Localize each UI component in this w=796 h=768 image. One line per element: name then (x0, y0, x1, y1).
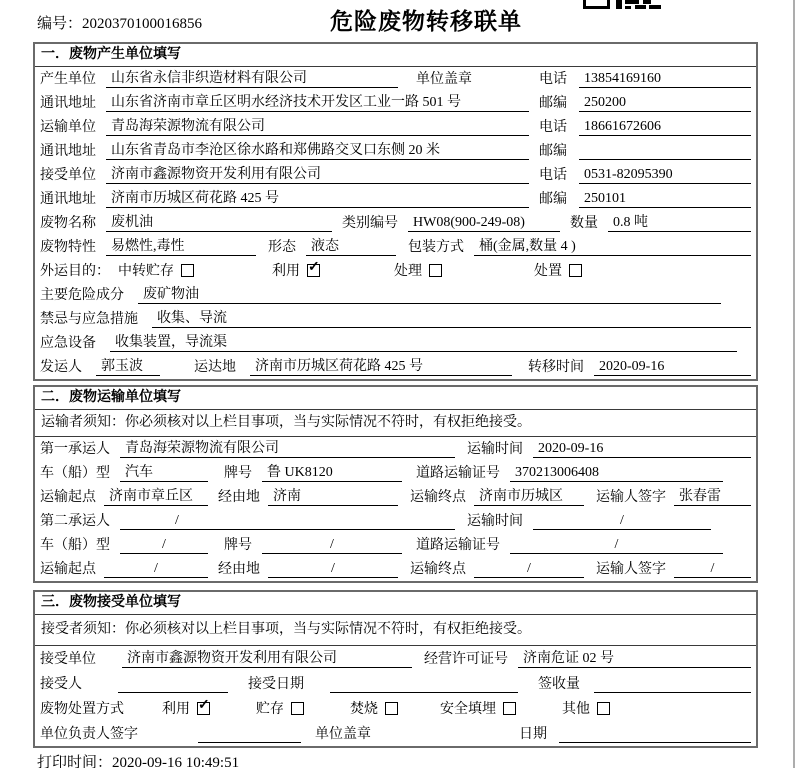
carrier2-time-field: / (533, 513, 711, 530)
doc-number (37, 12, 202, 33)
checkbox-icon (385, 702, 398, 715)
category-label: 类别编号 (342, 216, 398, 231)
plate2-field: / (262, 537, 402, 554)
receiving-unit-field: 济南市鑫源物资开发利用有限公司 (122, 647, 412, 668)
terminus-label: 运输终点 (410, 490, 466, 505)
disposal-method-row (35, 696, 756, 721)
route2-row (35, 557, 756, 581)
page-title: 危险废物转移联单 (330, 9, 522, 34)
checkbox-icon (307, 264, 320, 277)
form-label: 形态 (268, 240, 296, 255)
disposal-option-utilize (162, 698, 210, 718)
receiver-phone-field: 0531-82095390 (579, 167, 751, 184)
license-label: 经营许可证号 (424, 652, 508, 667)
purpose-option-utilize (272, 260, 320, 280)
packing-field: 桶(金属,数量 4 ) (474, 235, 751, 256)
plate-label: 牌号 (224, 466, 252, 481)
section1-title: 一．废物产生单位填写 (35, 44, 756, 67)
character-label: 废物特性 (40, 240, 96, 255)
transfer-time-field: 2020-09-16 (594, 359, 751, 376)
character-field: 易燃性,毒性 (106, 235, 256, 256)
quantity-field: 0.8 吨 (608, 211, 751, 232)
license-field: 济南危证 02 号 (518, 647, 751, 668)
via-label: 经由地 (218, 562, 260, 577)
origin2-field: / (104, 561, 208, 578)
checkbox-icon (429, 264, 442, 277)
print-time (37, 751, 239, 768)
destination-field: 济南市历城区荷花路 425 号 (250, 355, 512, 376)
vehicle-type-label: 车（船）型 (40, 538, 110, 553)
packing-label: 包装方式 (408, 240, 464, 255)
option-label: 利用 (272, 264, 300, 279)
road-permit-label: 道路运输证号 (416, 538, 500, 553)
form-field: 液态 (306, 235, 396, 256)
responsible-field (198, 727, 301, 743)
producer-phone-field: 13854169160 (579, 71, 751, 88)
carrier2-field: / (120, 513, 455, 530)
transporter-address-field: 山东省青岛市李沧区徐水路和郑佛路交叉口东侧 20 米 (106, 139, 529, 160)
carrier1-row (35, 437, 756, 461)
waste-name-row (35, 211, 756, 235)
acceptor-field (118, 677, 228, 693)
date-label: 日期 (518, 727, 547, 742)
phone-label: 电话 (539, 120, 567, 135)
checkbox-icon (597, 702, 610, 715)
origin-label: 运输起点 (40, 490, 96, 505)
producer-address-row (35, 91, 756, 115)
responsible-row (35, 721, 756, 746)
section2-title: 二．废物运输单位填写 (35, 387, 756, 410)
emergency-field: 收集、导流 (152, 307, 751, 328)
quantity-label: 数量 (570, 216, 598, 231)
transporter-notice: 运输者须知：你必须核对以上栏目事项，当与实际情况不符时，有权拒绝接受。 (35, 410, 756, 437)
signature2-field: / (674, 561, 751, 578)
carrier1-field: 青岛海荣源物流有限公司 (120, 437, 455, 458)
hazard-field: 废矿物油 (138, 283, 721, 304)
transporter-label: 运输单位 (40, 120, 96, 135)
plate1-field: 鲁 UK8120 (262, 461, 402, 482)
vehicle1-field: 汽车 (120, 461, 208, 482)
terminus2-field: / (474, 561, 584, 578)
unit-seal-label: 单位盖章 (416, 72, 472, 87)
carrier2-label: 第二承运人 (40, 514, 110, 529)
phone-label: 电话 (539, 168, 567, 183)
transporter-field: 青岛海荣源物流有限公司 (106, 115, 529, 136)
vehicle-type-label: 车（船）型 (40, 466, 110, 481)
receiver-notice: 接受者须知：你必须核对以上栏目事项，当与实际情况不符时，有权拒绝接受。 (35, 615, 756, 646)
page-right-edge (793, 0, 795, 768)
disposal-option-other (562, 698, 610, 718)
section-receiver (33, 590, 758, 748)
destination-label: 运达地 (194, 360, 236, 375)
receiver-label: 接受单位 (40, 168, 96, 183)
option-label: 安全填埋 (440, 702, 496, 717)
via-label: 经由地 (218, 490, 260, 505)
hazard-row (35, 283, 756, 307)
purpose-option-dispose (534, 260, 582, 280)
transporter-phone-field: 18661672606 (579, 119, 751, 136)
permit2-field: / (510, 537, 723, 554)
waste-character-row (35, 235, 756, 259)
signature-label: 运输人签字 (596, 562, 666, 577)
carrier2-row (35, 509, 756, 533)
via2-field: / (268, 561, 398, 578)
emergency-label: 禁忌与应急措施 (40, 312, 138, 327)
phone-label: 电话 (539, 72, 567, 87)
vehicle2-row (35, 533, 756, 557)
transporter-address-row (35, 139, 756, 163)
receiver-address-row (35, 187, 756, 211)
date-field (559, 727, 751, 743)
section-transporter (33, 385, 758, 583)
shipper-row (35, 355, 756, 379)
transporter-row (35, 115, 756, 139)
doc-number-value: 2020370100016856 (82, 16, 203, 32)
receiver-field: 济南市鑫源物资开发利用有限公司 (106, 163, 529, 184)
emergency-measures-row (35, 307, 756, 331)
vehicle1-row (35, 461, 756, 485)
disposal-method-label: 废物处置方式 (40, 702, 124, 717)
hazard-label: 主要危险成分 (40, 288, 124, 303)
checkbox-icon (569, 264, 582, 277)
purpose-row (35, 259, 756, 283)
option-label: 贮存 (256, 702, 284, 717)
producer-address-field: 山东省济南市章丘区明水经济技术开发区工业一路 501 号 (106, 91, 529, 112)
address-label: 通讯地址 (40, 192, 96, 207)
carrier1-time-field: 2020-09-16 (533, 441, 751, 458)
signature-label: 运输人签字 (596, 490, 666, 505)
print-time-value: 2020-09-16 10:49:51 (112, 755, 240, 768)
receiver-row (35, 163, 756, 187)
qr-code-fragment-icon (583, 0, 661, 9)
disposal-option-landfill (440, 698, 516, 718)
equipment-field: 收集装置，导流渠 (110, 331, 737, 352)
receiving-unit-label: 接受单位 (40, 652, 96, 667)
zip-label: 邮编 (539, 96, 567, 111)
transport-time-label: 运输时间 (467, 442, 523, 457)
carrier1-label: 第一承运人 (40, 442, 110, 457)
address-label: 通讯地址 (40, 96, 96, 111)
signature1-field: 张春雷 (674, 485, 751, 506)
shipper-label: 发运人 (40, 360, 82, 375)
route1-row (35, 485, 756, 509)
zip-label: 邮编 (539, 144, 567, 159)
receiver-address-field: 济南市历城区荷花路 425 号 (106, 187, 529, 208)
section3-title: 三．废物接受单位填写 (35, 592, 756, 615)
waste-name-label: 废物名称 (40, 216, 96, 231)
purpose-label: 外运目的： (40, 264, 110, 279)
checkbox-icon (503, 702, 516, 715)
unit-seal-label: 单位盖章 (314, 727, 371, 742)
transporter-zip-field (579, 144, 751, 160)
address-label: 通讯地址 (40, 144, 96, 159)
option-label: 利用 (162, 702, 190, 717)
road-permit-label: 道路运输证号 (416, 466, 500, 481)
disposal-option-incinerate (350, 698, 398, 718)
option-label: 其他 (562, 702, 590, 717)
checkbox-icon (181, 264, 194, 277)
via1-field: 济南 (268, 485, 398, 506)
checkbox-icon (291, 702, 304, 715)
shipper-field: 郭玉波 (96, 355, 160, 376)
terminus-label: 运输终点 (410, 562, 466, 577)
plate-label: 牌号 (224, 538, 252, 553)
accept-date-label: 接受日期 (248, 677, 304, 692)
producer-row (35, 67, 756, 91)
producer-zip-field: 250200 (579, 95, 751, 112)
doc-number-label: 编号： (37, 16, 83, 32)
receiver-zip-field: 250101 (579, 191, 751, 208)
print-time-label: 打印时间： (37, 755, 113, 768)
producer-label: 产生单位 (40, 72, 96, 87)
producer-field: 山东省永信非织造材料有限公司 (106, 67, 398, 88)
disposal-option-store (256, 698, 304, 718)
equipment-row (35, 331, 756, 355)
terminus1-field: 济南市历城区 (474, 485, 584, 506)
waste-name-field: 废机油 (106, 211, 332, 232)
section-producer (33, 42, 758, 381)
option-label: 处理 (394, 264, 422, 279)
vehicle2-field: / (120, 537, 208, 554)
category-field: HW08(900-249-08) (408, 215, 560, 232)
transfer-time-label: 转移时间 (528, 360, 584, 375)
option-label: 焚烧 (350, 702, 378, 717)
received-qty-label: 签收量 (538, 677, 580, 692)
equipment-label: 应急设备 (40, 336, 96, 351)
option-label: 中转贮存 (118, 264, 174, 279)
zip-label: 邮编 (539, 192, 567, 207)
purpose-option-transfer-storage (118, 260, 194, 280)
option-label: 处置 (534, 264, 562, 279)
permit1-field: 370213006408 (510, 465, 723, 482)
receiving-unit-row (35, 646, 756, 671)
responsible-label: 单位负责人签字 (40, 727, 138, 742)
checkbox-icon (197, 702, 210, 715)
transport-time-label: 运输时间 (467, 514, 523, 529)
acceptor-row (35, 671, 756, 696)
purpose-option-treat (394, 260, 442, 280)
acceptor-label: 接受人 (40, 677, 82, 692)
received-qty-field (594, 677, 751, 693)
accept-date-field (330, 677, 518, 693)
origin-label: 运输起点 (40, 562, 96, 577)
origin1-field: 济南市章丘区 (104, 485, 208, 506)
